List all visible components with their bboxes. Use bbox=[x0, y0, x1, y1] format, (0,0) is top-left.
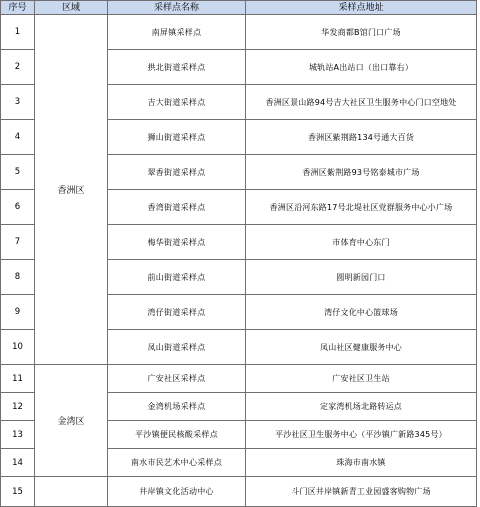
site-name-cell: 井岸镇文化活动中心 bbox=[108, 477, 246, 507]
seq-cell: 11 bbox=[1, 365, 35, 393]
seq-cell: 2 bbox=[1, 50, 35, 85]
seq-cell: 5 bbox=[1, 155, 35, 190]
site-name-cell: 狮山街道采样点 bbox=[108, 120, 246, 155]
seq-cell: 3 bbox=[1, 85, 35, 120]
site-name-cell: 拱北街道采样点 bbox=[108, 50, 246, 85]
seq-cell: 4 bbox=[1, 120, 35, 155]
site-name-cell: 吉大街道采样点 bbox=[108, 85, 246, 120]
site-name-cell: 平沙镇便民核酸采样点 bbox=[108, 421, 246, 449]
header-seq: 序号 bbox=[1, 1, 35, 15]
seq-cell: 9 bbox=[1, 295, 35, 330]
header-site-name: 采样点名称 bbox=[108, 1, 246, 15]
district-cell-xiangzhou: 香洲区 bbox=[35, 15, 108, 365]
site-address-cell: 广安社区卫生站 bbox=[246, 365, 477, 393]
site-name-cell: 香湾街道采样点 bbox=[108, 190, 246, 225]
seq-cell: 10 bbox=[1, 330, 35, 365]
site-name-cell: 梅华街道采样点 bbox=[108, 225, 246, 260]
seq-cell: 12 bbox=[1, 393, 35, 421]
seq-cell: 15 bbox=[1, 477, 35, 507]
seq-cell: 6 bbox=[1, 190, 35, 225]
site-address-cell: 湾仔文化中心篮球场 bbox=[246, 295, 477, 330]
site-address-cell: 城轨站A出站口（出口靠右） bbox=[246, 50, 477, 85]
site-name-cell: 南水市民艺术中心采样点 bbox=[108, 449, 246, 477]
table-row bbox=[1, 477, 477, 507]
site-address-cell: 香洲区沿河东路17号北堤社区党群服务中心小广场 bbox=[246, 190, 477, 225]
table-row bbox=[1, 15, 477, 50]
site-name-cell: 南屏镇采样点 bbox=[108, 15, 246, 50]
district-cell-empty bbox=[35, 477, 108, 507]
site-address-cell: 珠海市南水镇 bbox=[246, 449, 477, 477]
seq-cell: 1 bbox=[1, 15, 35, 50]
site-address-cell: 斗门区井岸镇新青工业园盛客购物广场 bbox=[246, 477, 477, 507]
district-cell-jinwan: 金湾区 bbox=[35, 365, 108, 477]
site-address-cell: 香洲区景山路94号吉大社区卫生服务中心门口空地处 bbox=[246, 85, 477, 120]
site-address-cell: 平沙社区卫生服务中心（平沙镇广新路345号） bbox=[246, 421, 477, 449]
site-name-cell: 前山街道采样点 bbox=[108, 260, 246, 295]
site-name-cell: 凤山街道采样点 bbox=[108, 330, 246, 365]
site-name-cell: 湾仔街道采样点 bbox=[108, 295, 246, 330]
site-name-cell: 金湾机场采样点 bbox=[108, 393, 246, 421]
site-address-cell: 市体育中心东门 bbox=[246, 225, 477, 260]
header-district: 区域 bbox=[35, 1, 108, 15]
seq-cell: 8 bbox=[1, 260, 35, 295]
site-address-cell: 圆明新园门口 bbox=[246, 260, 477, 295]
header-site-address: 采样点地址 bbox=[246, 1, 477, 15]
site-address-cell: 定家湾机场北路转运点 bbox=[246, 393, 477, 421]
site-name-cell: 广安社区采样点 bbox=[108, 365, 246, 393]
site-address-cell: 香洲区紫荆路134号通大百货 bbox=[246, 120, 477, 155]
site-address-cell: 华发商都B馆门口广场 bbox=[246, 15, 477, 50]
seq-cell: 14 bbox=[1, 449, 35, 477]
seq-cell: 13 bbox=[1, 421, 35, 449]
seq-cell: 7 bbox=[1, 225, 35, 260]
header-row bbox=[1, 1, 477, 15]
table-row bbox=[1, 365, 477, 393]
site-name-cell: 翠香街道采样点 bbox=[108, 155, 246, 190]
site-address-cell: 香洲区紫荆路93号铭泰城市广场 bbox=[246, 155, 477, 190]
site-address-cell: 凤山社区健康服务中心 bbox=[246, 330, 477, 365]
